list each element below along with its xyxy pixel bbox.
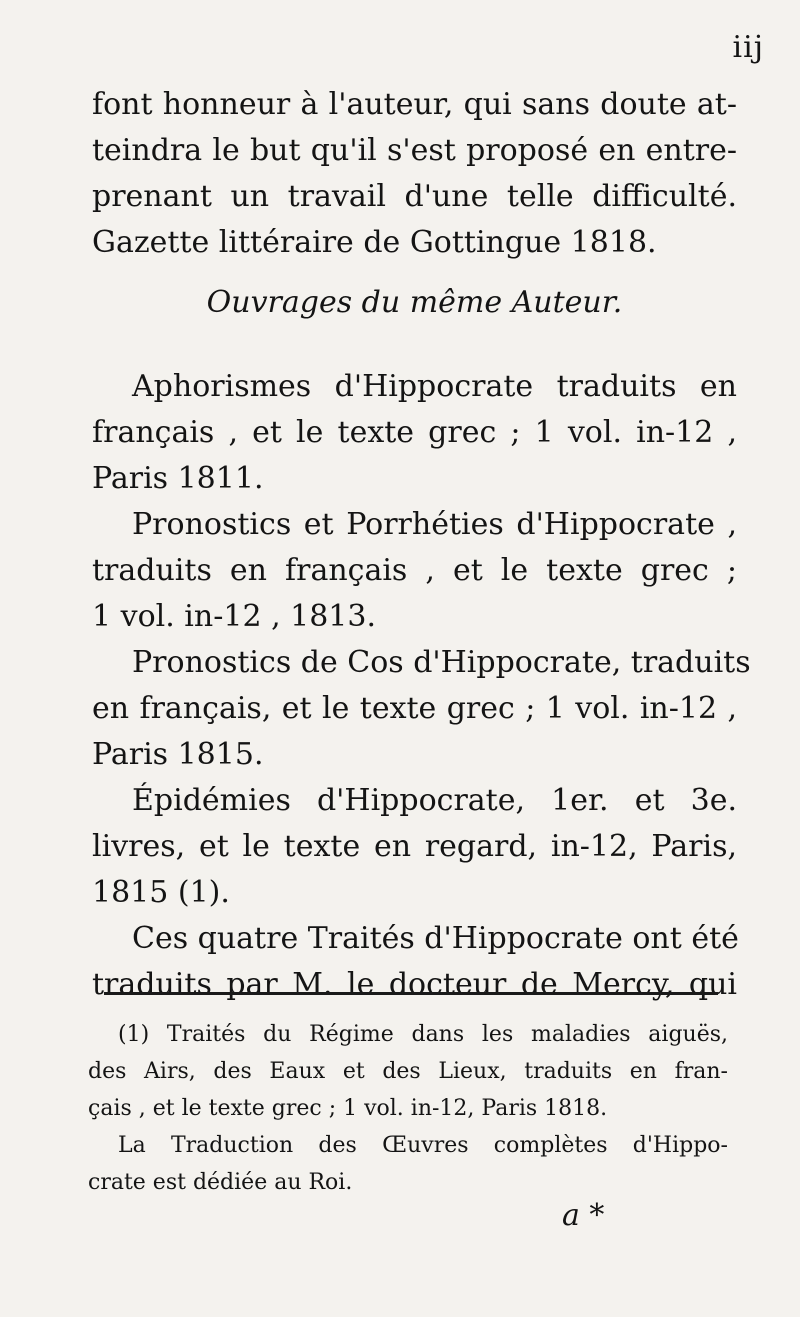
text-line: Pronostics et Porrhéties d'Hippocrate , [132,507,737,542]
text-line: Gazette littéraire de Gottingue 1818. [92,225,657,260]
footnote-line: çais , et le texte grec ; 1 vol. in-12, Paris 1818. [88,1096,608,1121]
footnote-line: crate est dédiée au Roi. [88,1170,353,1195]
work-entry-aphorismes [92,364,737,502]
work-entry-pronostics-porrheties [92,502,737,640]
page-number: iij [732,30,764,65]
text-line: Aphorismes d'Hippocrate traduits en [132,369,737,404]
text-line: livres, et le texte en regard, in-12, Paris, [92,829,737,864]
work-entry-pronostics-cos [92,640,751,778]
text-line: en français, et le texte grec ; 1 vol. in-12 , [92,691,737,726]
footnote-line: (1) Traités du Régime dans les maladies aiguës, [118,1022,728,1047]
footnotes [88,1016,728,1201]
text-line: 1815 (1). [92,875,230,910]
footnote-divider [104,992,718,995]
text-line: Paris 1811. [92,461,264,496]
text-line: Épidémies d'Hippocrate, 1er. et 3e. [132,783,737,818]
section-heading: Ouvrages du même Auteur. [206,285,623,320]
text-line: 1 vol. in-12 , 1813. [92,599,377,634]
text-line: Paris 1815. [92,737,264,772]
text-line: français , et le texte grec ; 1 vol. in-12 , [92,415,737,450]
text-line: teindra le but qu'il s'est proposé en entre- [92,133,737,168]
work-entry-epidemies [92,778,737,916]
text-line: Pronostics de Cos d'Hippocrate, traduits [132,645,751,680]
footnote-line: des Airs, des Eaux et des Lieux, traduits en fran- [88,1059,728,1084]
text-line: traduits par M. le docteur de Mercy, qui [92,967,737,1002]
text-line: Ces quatre Traités d'Hippocrate ont été [132,921,739,956]
text-line: traduits en français , et le texte grec ; [92,553,737,588]
text-line: prenant un travail d'une telle difficulté. [92,179,737,214]
main-text [92,82,751,1008]
text-line: font honneur à l'auteur, qui sans doute at- [92,87,737,122]
footnote-line: La Traduction des Œuvres complètes d'Hippo- [118,1133,728,1158]
signature-mark: a * [562,1198,605,1233]
